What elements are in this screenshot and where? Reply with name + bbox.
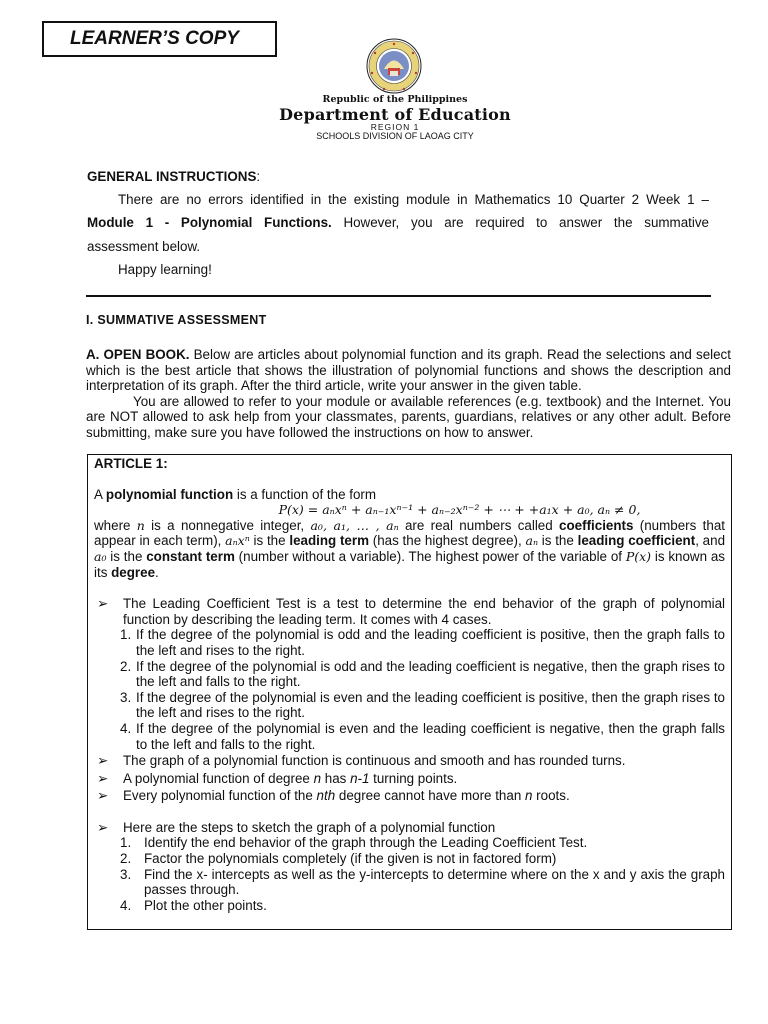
section-title: I. SUMMATIVE ASSESSMENT	[86, 313, 267, 327]
def-text-4: (numbers that appear in each term),	[94, 517, 725, 549]
b4-b: degree cannot have more than	[335, 788, 525, 804]
article-definition	[94, 518, 725, 580]
def-text-12: .	[155, 564, 159, 580]
department-title: Department of Education	[279, 105, 511, 124]
def-leading-term-expr: aₙxⁿ	[225, 533, 250, 549]
article-1-box	[87, 454, 732, 930]
arrow-bullet-icon: ➢	[97, 770, 109, 786]
article-title: ARTICLE 1:	[94, 456, 168, 471]
b3-b: has	[321, 770, 351, 786]
polynomial-formula: P(x) = aₙxⁿ + aₙ₋₁xⁿ⁻¹ + aₙ₋₂xⁿ⁻² + ⋯ + +a₁x + a₀, aₙ ≠ 0,	[278, 502, 641, 518]
def-an: aₙ	[525, 533, 539, 549]
division-line: SCHOOLS DIVISION OF LAOAG CITY	[316, 131, 474, 141]
list-item: 4. Plot the other points.	[120, 897, 267, 913]
bullet-steps	[94, 820, 725, 836]
def-text-9: is the	[106, 548, 147, 564]
general-title-text: GENERAL INSTRUCTIONS	[87, 169, 257, 184]
list-item: 2. If the degree of the polynomial is odd and the leading coefficient is negative, then the graph rises to the left and falls to the right.	[120, 658, 725, 690]
arrow-bullet-icon: ➢	[97, 596, 109, 612]
deped-seal-logo	[366, 38, 422, 94]
steps-list	[120, 835, 725, 913]
bullet-leading-coefficient-test	[94, 596, 725, 627]
republic-line: Republic of the Philippines	[322, 94, 468, 105]
arrow-bullet-icon: ➢	[97, 753, 109, 769]
bullet-5-text: Here are the steps to sketch the graph of a polynomial function	[123, 819, 496, 835]
def-text-11: is known as its	[94, 548, 726, 580]
def-coefficients-bold: coefficients	[559, 517, 634, 533]
intro-text-a: A	[94, 486, 106, 502]
general-title-colon: :	[256, 169, 261, 184]
happy-learning: Happy learning!	[118, 262, 212, 277]
bullet-roots	[94, 788, 725, 804]
b3-a: A polynomial function of degree	[123, 770, 314, 786]
step-text: Identify the end behavior of the graph through the Leading Coefficient Test.	[144, 835, 588, 851]
b3-n1: n-1	[350, 770, 370, 786]
bullet-4-text	[123, 788, 570, 804]
module-name: Module 1 - Polynomial Functions.	[87, 215, 332, 230]
b3-n: n	[313, 770, 322, 786]
bullet-2-text: The graph of a polynomial function is continuous and smooth and has rounded turns.	[123, 753, 626, 769]
general-line-2-rest: However, you are required to answer the summative	[331, 215, 709, 230]
list-item: 3. If the degree of the polynomial is even and the leading coefficient is positive, then the graph rises to the left and rises to the right.	[120, 689, 725, 721]
b4-n: n	[525, 788, 533, 804]
def-text-3: are real numbers called	[398, 517, 560, 533]
open-book-text-1: Below are articles about polynomial function and its graph. Read the selections and select which is the best article that shows the illustration of polynomial functions and shows the description and interpretation of its graph. After the third article, write your answer in the given table.	[86, 347, 731, 394]
def-text-7: is the	[538, 533, 578, 549]
def-text-2: is a nonnegative integer,	[144, 517, 311, 533]
def-text-1: where	[94, 517, 137, 533]
case-text: If the degree of the polynomial is odd and the leading coefficient is negative, then the graph rises to the left and falls to the right.	[136, 658, 725, 690]
open-book-paragraph-1	[86, 347, 731, 394]
case-text: If the degree of the polynomial is odd and the leading coefficient is positive, then the graph falls to the left and rises to the right.	[136, 627, 725, 658]
general-line-3: assessment below.	[87, 239, 201, 254]
b4-a: Every polynomial function of the	[123, 788, 317, 804]
list-item: 1. If the degree of the polynomial is odd and the leading coefficient is positive, then the graph falls to the left and rises to the right.	[120, 627, 725, 658]
def-constant-term-bold: constant term	[146, 548, 235, 564]
def-coefficients-list: a₀, a₁, … , aₙ	[310, 517, 399, 533]
case-text: If the degree of the polynomial is even and the leading coefficient is positive, then the graph rises to the left and rises to the right.	[136, 689, 725, 721]
cases-list	[120, 627, 725, 752]
arrow-bullet-icon: ➢	[97, 788, 109, 804]
case-text: If the degree of the polynomial is even and the leading coefficient is negative, then the graph falls to the left and falls to the right.	[136, 720, 725, 752]
def-px: P(x)	[625, 548, 652, 564]
intro-text-b: is a function of the form	[233, 486, 377, 502]
b4-nth: nth	[316, 788, 336, 804]
step-text: Find the x- intercepts as well as the y-intercepts to determine where on the x and y axis the graph passes through.	[144, 866, 725, 898]
def-n: n	[136, 517, 145, 533]
general-line-1: There are no errors identified in the existing module in Mathematics 10 Quarter 2 Week 1 –	[118, 192, 709, 207]
b4-c: roots.	[532, 788, 570, 804]
section-divider	[86, 295, 711, 297]
bullet-3-text	[123, 771, 457, 787]
def-a0: a₀	[94, 548, 107, 564]
list-item: 3. Find the x- intercepts as well as the y-intercepts to determine where on the x and y axis the graph passes through.	[120, 866, 725, 898]
def-leading-term-bold: leading term	[289, 533, 369, 549]
def-text-5: is the	[249, 533, 290, 549]
learners-copy-label: LEARNER’S COPY	[42, 21, 277, 57]
list-item: 4. If the degree of the polynomial is even and the leading coefficient is negative, then the graph falls to the left and falls to the right.	[120, 720, 725, 752]
list-item: 1. Identify the end behavior of the graph through the Leading Coefficient Test.	[120, 835, 588, 851]
general-instructions-title	[87, 165, 709, 189]
def-degree-bold: degree	[111, 564, 156, 580]
arrow-bullet-icon: ➢	[97, 819, 109, 835]
bullet-turning-points	[94, 771, 725, 787]
general-line-2	[87, 211, 709, 235]
def-text-8: , and	[695, 533, 726, 549]
intro-polynomial-function: polynomial function	[105, 486, 234, 502]
def-text-10: (number without a variable). The highest power of the variable of	[234, 548, 626, 564]
def-text-6: (has the highest degree),	[369, 533, 526, 549]
region-line: REGION 1	[370, 122, 420, 132]
open-book-paragraph-2: You are allowed to refer to your module or available references (e.g. textbook) and the Internet. You are NOT allowed to ask help from your classmates, parents, guardians, relatives or any other adult. Before submitting, make sure you have followed the instructions on how to answer.	[86, 393, 731, 440]
def-leading-coefficient-bold: leading coefficient	[577, 533, 696, 549]
article-intro	[94, 487, 725, 503]
b3-c: turning points.	[369, 770, 458, 786]
bullet-continuous-graph	[94, 753, 725, 769]
step-text: Factor the polynomials completely (if the given is not in factored form)	[144, 851, 557, 867]
open-book-instructions	[86, 347, 731, 441]
step-text: Plot the other points.	[144, 897, 267, 913]
open-book-label: A. OPEN BOOK.	[86, 347, 190, 362]
bullet-1-text: The Leading Coefficient Test is a test to determine the end behavior of the graph of polynomial function by describing the leading term. It comes with 4 cases.	[123, 596, 725, 627]
list-item: 2. Factor the polynomials completely (if the given is not in factored form)	[120, 851, 557, 867]
